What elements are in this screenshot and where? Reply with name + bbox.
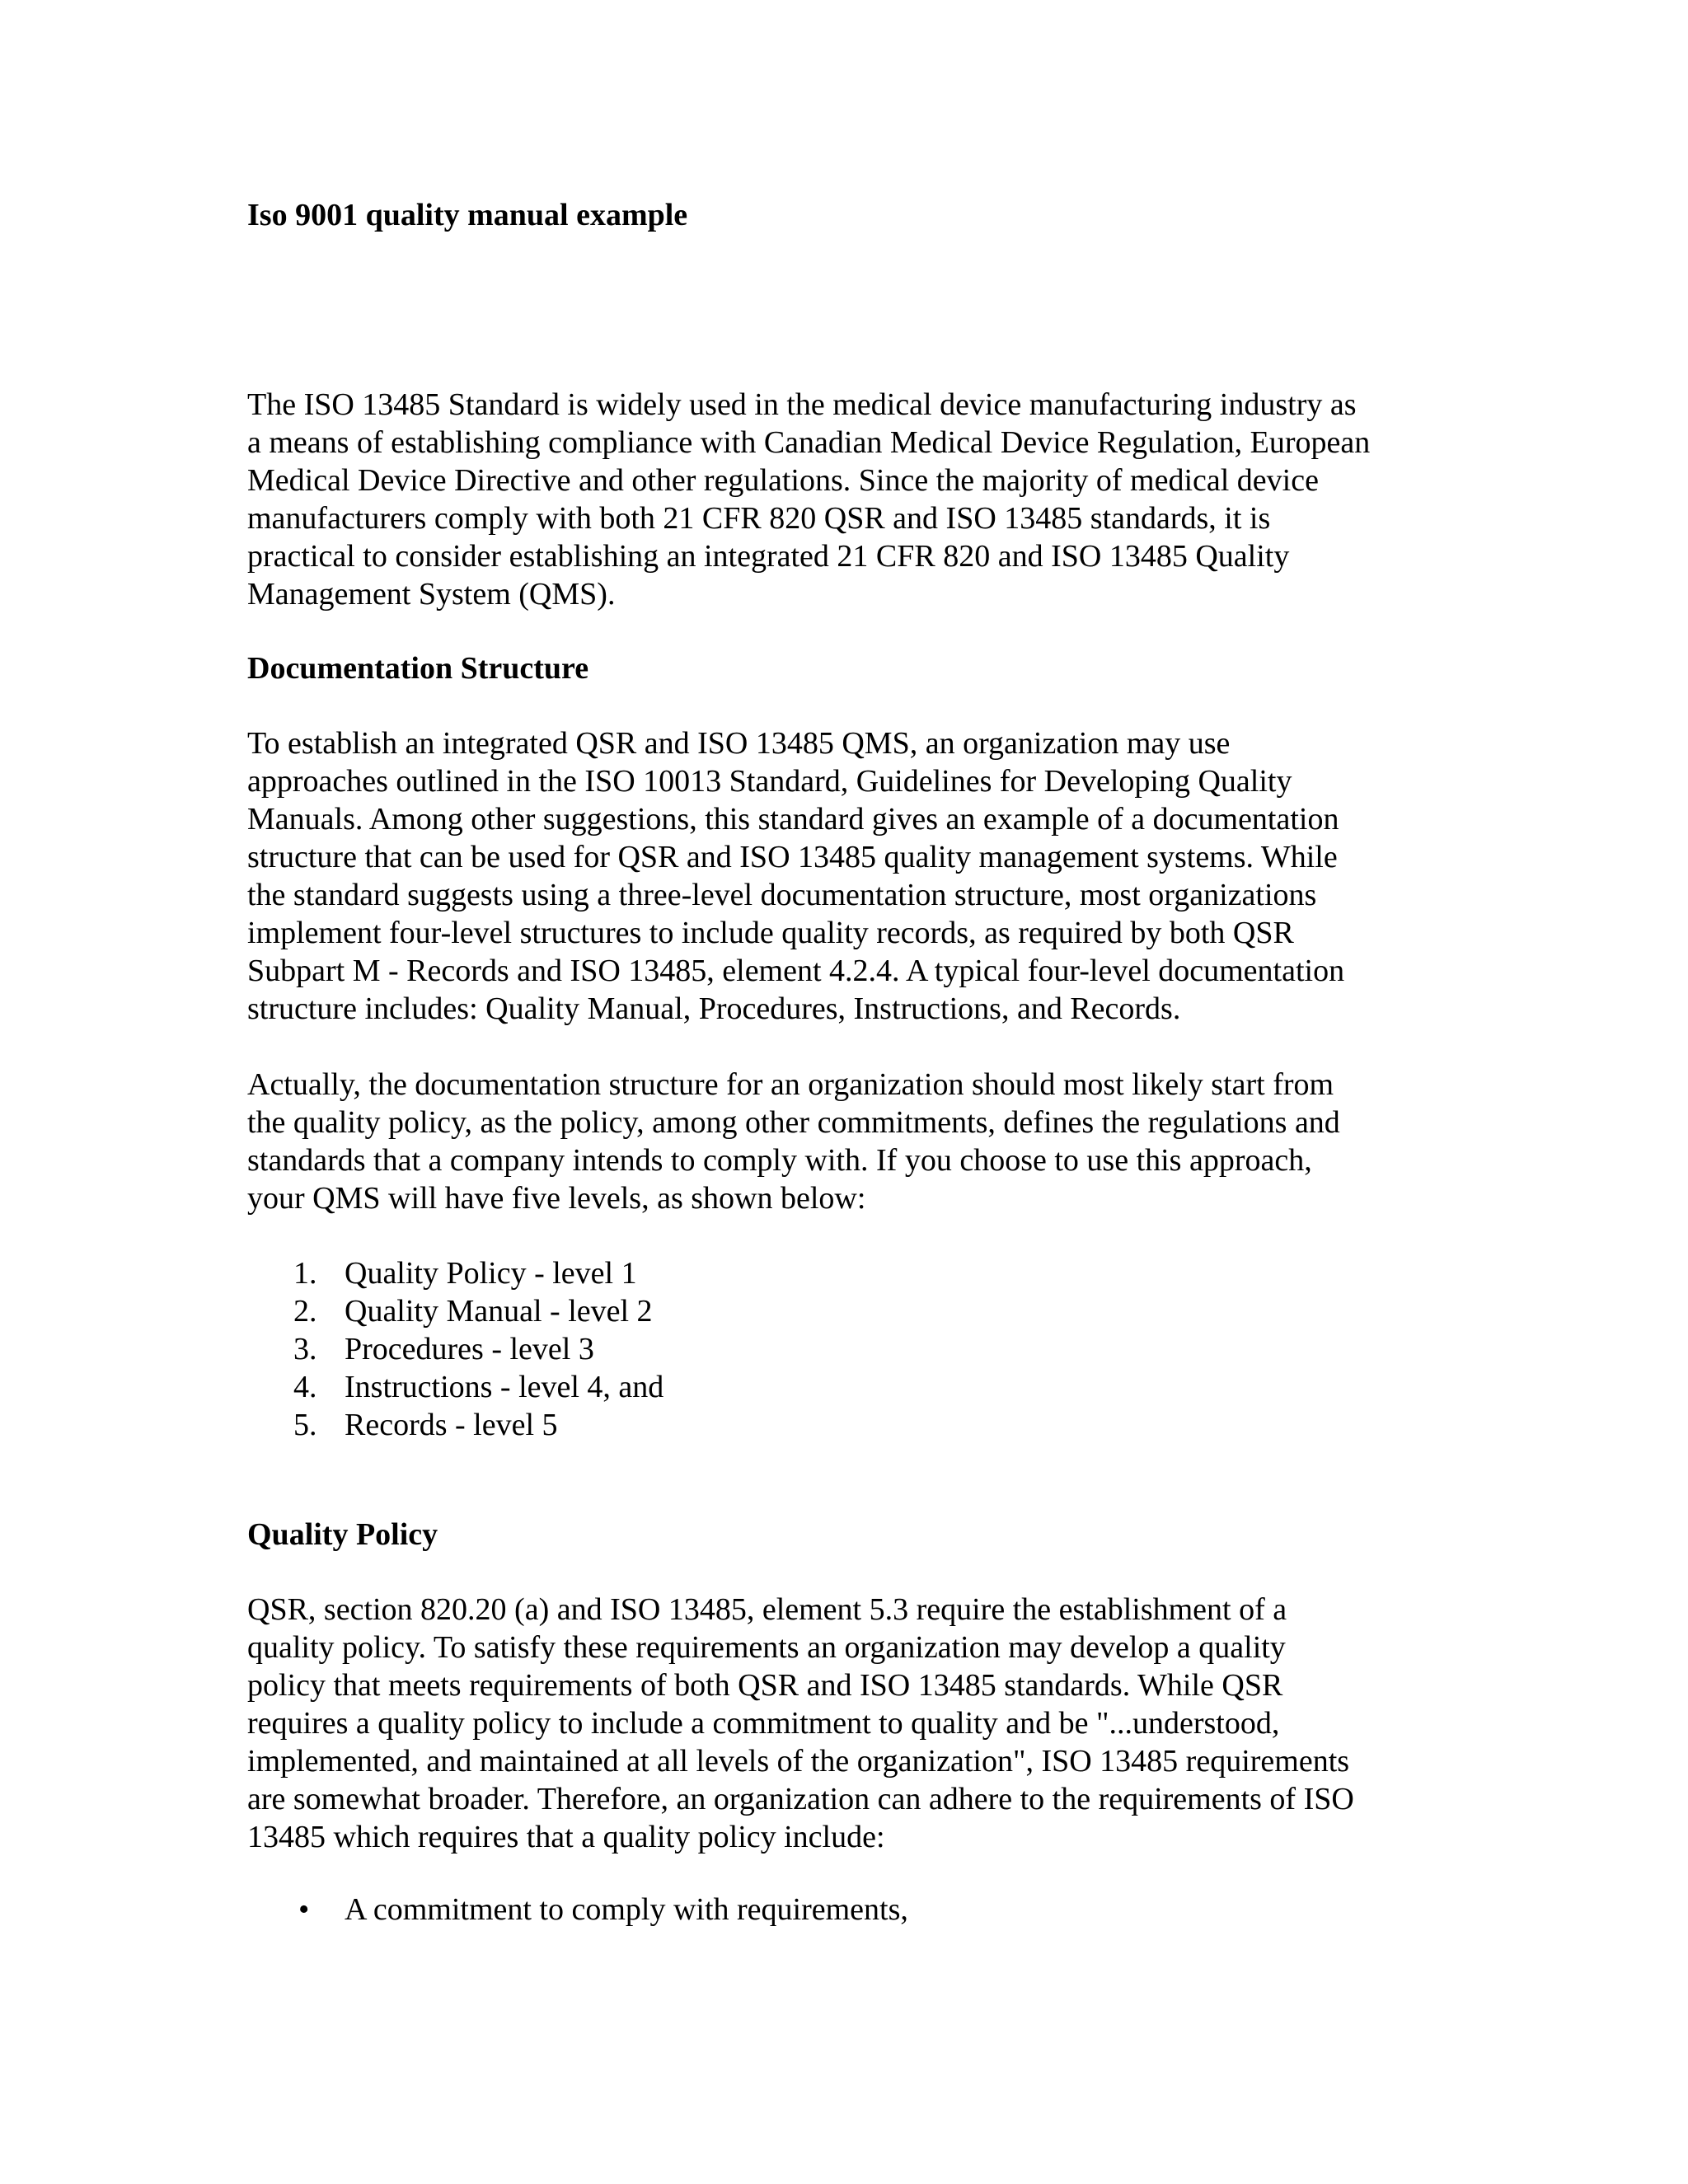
paragraph-line: the standard suggests using a three-level documentation structure, most organizations: [247, 878, 1317, 912]
paragraph-line: Actually, the documentation structure for an organization should most likely start from: [247, 1067, 1334, 1102]
paragraph-line: the quality policy, as the policy, among other commitments, defines the regulations and: [247, 1105, 1340, 1140]
paragraph-line: The ISO 13485 Standard is widely used in the medical device manufacturing industry as: [247, 387, 1357, 422]
document-title: Iso 9001 quality manual example: [247, 198, 688, 232]
paragraph-line: standards that a company intends to comply with. If you choose to use this approach,: [247, 1143, 1312, 1178]
paragraph-line: Management System (QMS).: [247, 577, 616, 612]
paragraph-line: implemented, and maintained at all levels of the organization", ISO 13485 requirements: [247, 1744, 1350, 1779]
list-item-text: A commitment to comply with requirements,: [345, 1892, 908, 1927]
paragraph-line: your QMS will have five levels, as shown below:: [247, 1181, 866, 1216]
list-number: 3.: [293, 1332, 317, 1366]
list-item-text: Procedures - level 3: [345, 1332, 594, 1366]
paragraph-line: implement four-level structures to include quality records, as required by both QSR: [247, 916, 1294, 950]
list-item-text: Quality Manual - level 2: [345, 1294, 653, 1329]
paragraph-line: practical to consider establishing an integrated 21 CFR 820 and ISO 13485 Quality: [247, 539, 1290, 574]
paragraph-line: structure that can be used for QSR and ISO 13485 quality management systems. While: [247, 840, 1338, 874]
paragraph-line: policy that meets requirements of both QSR and ISO 13485 standards. While QSR: [247, 1668, 1283, 1703]
paragraph-line: Manuals. Among other suggestions, this standard gives an example of a documentation: [247, 802, 1339, 837]
paragraph-line: quality policy. To satisfy these requirements an organization may develop a quality: [247, 1630, 1286, 1665]
paragraph-line: 13485 which requires that a quality policy include:: [247, 1820, 885, 1854]
paragraph-line: approaches outlined in the ISO 10013 Standard, Guidelines for Developing Quality: [247, 764, 1292, 799]
list-item-text: Instructions - level 4, and: [345, 1370, 664, 1404]
list-number: 4.: [293, 1370, 317, 1404]
paragraph-line: requires a quality policy to include a commitment to quality and be "...understood,: [247, 1706, 1280, 1741]
paragraph-line: Subpart M - Records and ISO 13485, element 4.2.4. A typical four-level documentation: [247, 954, 1345, 988]
list-number: 1.: [293, 1256, 317, 1291]
paragraph-line: structure includes: Quality Manual, Procedures, Instructions, and Records.: [247, 991, 1181, 1026]
paragraph-line: QSR, section 820.20 (a) and ISO 13485, element 5.3 require the establishment of a: [247, 1592, 1287, 1627]
list-item-text: Records - level 5: [345, 1408, 558, 1442]
paragraph-line: manufacturers comply with both 21 CFR 820 QSR and ISO 13485 standards, it is: [247, 501, 1271, 536]
section-heading-quality-policy: Quality Policy: [247, 1517, 438, 1552]
section-heading-documentation-structure: Documentation Structure: [247, 651, 589, 686]
paragraph-line: a means of establishing compliance with Canadian Medical Device Regulation, European: [247, 425, 1371, 460]
paragraph-line: To establish an integrated QSR and ISO 13485 QMS, an organization may use: [247, 726, 1231, 761]
list-item-text: Quality Policy - level 1: [345, 1256, 637, 1291]
bullet-icon: •: [298, 1892, 310, 1927]
paragraph-line: are somewhat broader. Therefore, an organization can adhere to the requirements of ISO: [247, 1782, 1354, 1816]
list-number: 2.: [293, 1294, 317, 1329]
paragraph-line: Medical Device Directive and other regulations. Since the majority of medical device: [247, 463, 1319, 498]
list-number: 5.: [293, 1408, 317, 1442]
